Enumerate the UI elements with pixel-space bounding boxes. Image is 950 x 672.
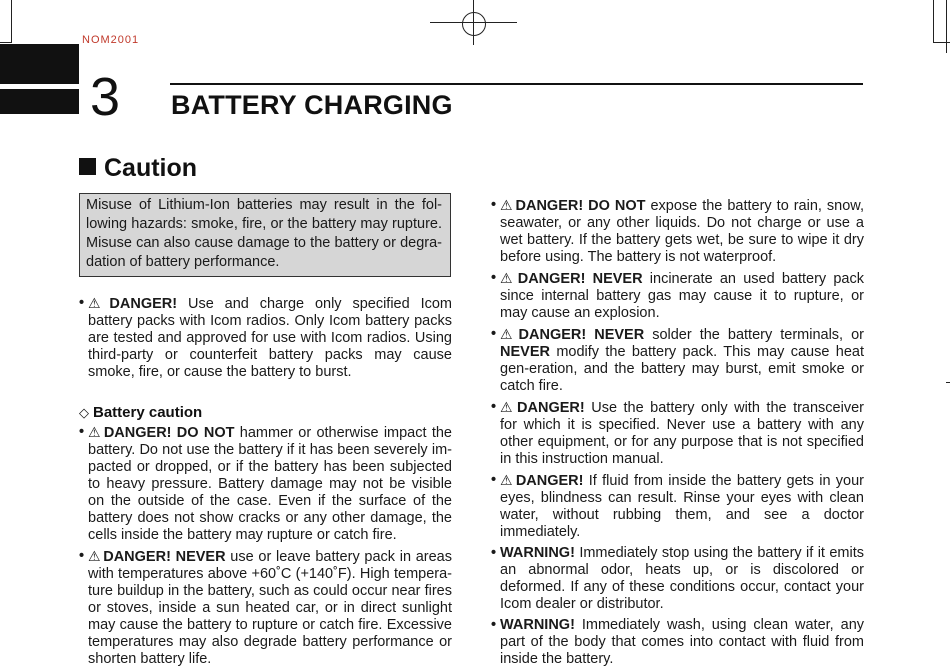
- danger-label: DANGER!: [517, 400, 585, 416]
- bullet: •: [79, 424, 85, 440]
- warning-triangle-icon: ⚠: [500, 326, 517, 342]
- section-title: [79, 154, 197, 183]
- bullet: •: [79, 548, 85, 564]
- warning-triangle-icon: ⚠: [88, 548, 102, 564]
- subheading: [79, 404, 452, 421]
- list-item: [491, 270, 864, 322]
- subheading-text: Battery caution: [93, 404, 203, 421]
- danger-label: DANGER!: [515, 473, 584, 489]
- bullet: •: [491, 545, 497, 561]
- list-item: [491, 545, 864, 613]
- list-item: [491, 326, 864, 395]
- danger-label: DANGER!: [109, 296, 178, 312]
- warning-label: WARNING!: [500, 545, 575, 561]
- danger-label: DANGER! NEVER: [518, 327, 645, 343]
- crop-mark: [946, 382, 950, 383]
- bullet: •: [79, 295, 85, 311]
- chapter-tab: [0, 89, 79, 114]
- crop-mark: [946, 0, 947, 53]
- never-label: NEVER: [500, 344, 550, 360]
- bullet: •: [491, 399, 497, 415]
- crop-mark: [11, 0, 12, 43]
- item-text: solder the battery terminals, or: [652, 327, 864, 343]
- bullet: •: [491, 270, 497, 286]
- danger-label: DANGER! NEVER: [103, 549, 226, 565]
- bullet: •: [491, 472, 497, 488]
- list-item: [79, 424, 452, 544]
- chapter-number: 3: [90, 67, 121, 127]
- list-item: [491, 399, 864, 468]
- item-text: modify the battery pack. This may cause heat gen-eration, and the battery may burst, emit smoke or catch fire.: [500, 344, 864, 394]
- item-text: Use and charge only specified Icom battery packs with Icom radios. Only Icom battery packs are tested and approved for use with Icom radios. Using third-party or counterfeit battery packs may cause smoke, fire, or cause the battery to burst.: [88, 296, 452, 380]
- crop-mark: [933, 0, 934, 43]
- list-item: [491, 197, 864, 266]
- item-text: Immediately wash, using clean water, any part of the body that comes into contact with fluid from inside the battery.: [500, 617, 865, 667]
- warning-triangle-icon: ⚠: [500, 270, 516, 286]
- caution-intro-box: Misuse of Lithium-Ion batteries may result in the fol-lowing hazards: smoke, fire, or the battery may rupture. Misuse can also cause damage to the battery or degra-dation of battery performance.: [79, 193, 451, 277]
- section-title-text: Caution: [104, 154, 198, 182]
- list-item: [79, 295, 452, 381]
- header-code: NOM2001: [82, 34, 140, 46]
- warning-label: WARNING!: [500, 617, 575, 633]
- item-text: Use the battery only with the transceiver for which it is specified. Never use a battery with any other equipment, or for any purpose that is not specified in this instruction manual.: [500, 400, 864, 467]
- item-text: incinerate an used battery pack since internal battery gas may cause it to rupture, or may cause an explosion.: [500, 271, 864, 321]
- right-column: [491, 197, 864, 672]
- list-item: [491, 472, 864, 541]
- item-text: hammer or otherwise impact the battery. Do not use the battery if it has been severely im-pacted or dropped, or if the battery has been subjected to heavy pressure. Battery damage may not be visible on the outside of the case. Even if the surface of the battery does not show cracks or any other damage, the cells inside the battery may rupture or catch fire.: [88, 425, 452, 543]
- danger-label: DANGER! DO NOT: [515, 198, 646, 214]
- list-item: [79, 548, 452, 668]
- warning-triangle-icon: ⚠: [88, 295, 108, 311]
- diamond-icon: ◇: [79, 405, 89, 420]
- item-text: If fluid from inside the battery gets in your eyes, blindness can result. Rinse your eyes with clean water, without rubbing them, and see a doctor immediately.: [500, 473, 864, 540]
- bullet: •: [491, 326, 497, 342]
- item-text: expose the battery to rain, snow, seawater, or any other liquids. Do not charge or use a wet battery. If the battery gets wet, be sure to wipe it dry before using. The battery is not waterproof.: [500, 198, 864, 265]
- square-bullet-icon: [79, 158, 96, 175]
- crop-mark: [0, 42, 12, 43]
- chapter-title: BATTERY CHARGING: [171, 90, 453, 120]
- warning-triangle-icon: ⚠: [500, 197, 514, 213]
- chapter-tab: [0, 44, 79, 84]
- crop-mark: [933, 42, 950, 43]
- bullet: •: [491, 617, 497, 633]
- warning-triangle-icon: ⚠: [88, 424, 102, 440]
- chapter-rule: [170, 83, 863, 85]
- bullet: •: [491, 197, 497, 213]
- danger-label: DANGER! DO NOT: [103, 425, 235, 441]
- item-text: Immediately stop using the battery if it emits an abnormal odor, heats up, or is discolored or deformed. If any of these conditions occur, contact your Icom dealer or distributor.: [500, 545, 864, 612]
- warning-triangle-icon: ⚠: [500, 399, 516, 415]
- registration-mark: [462, 12, 486, 36]
- left-column: [79, 295, 452, 672]
- danger-label: DANGER! NEVER: [517, 271, 643, 287]
- warning-triangle-icon: ⚠: [500, 472, 514, 488]
- item-text: use or leave battery pack in areas with temperatures above +60˚C (+140˚F). High tempera-ture buildup in the battery, such as could occur near fires or stoves, inside a sun heated car, or in direct sunlight may cause the battery to rupture or catch fire. Excessive temperatures may also degrade battery performance or shorten battery life.: [88, 549, 453, 667]
